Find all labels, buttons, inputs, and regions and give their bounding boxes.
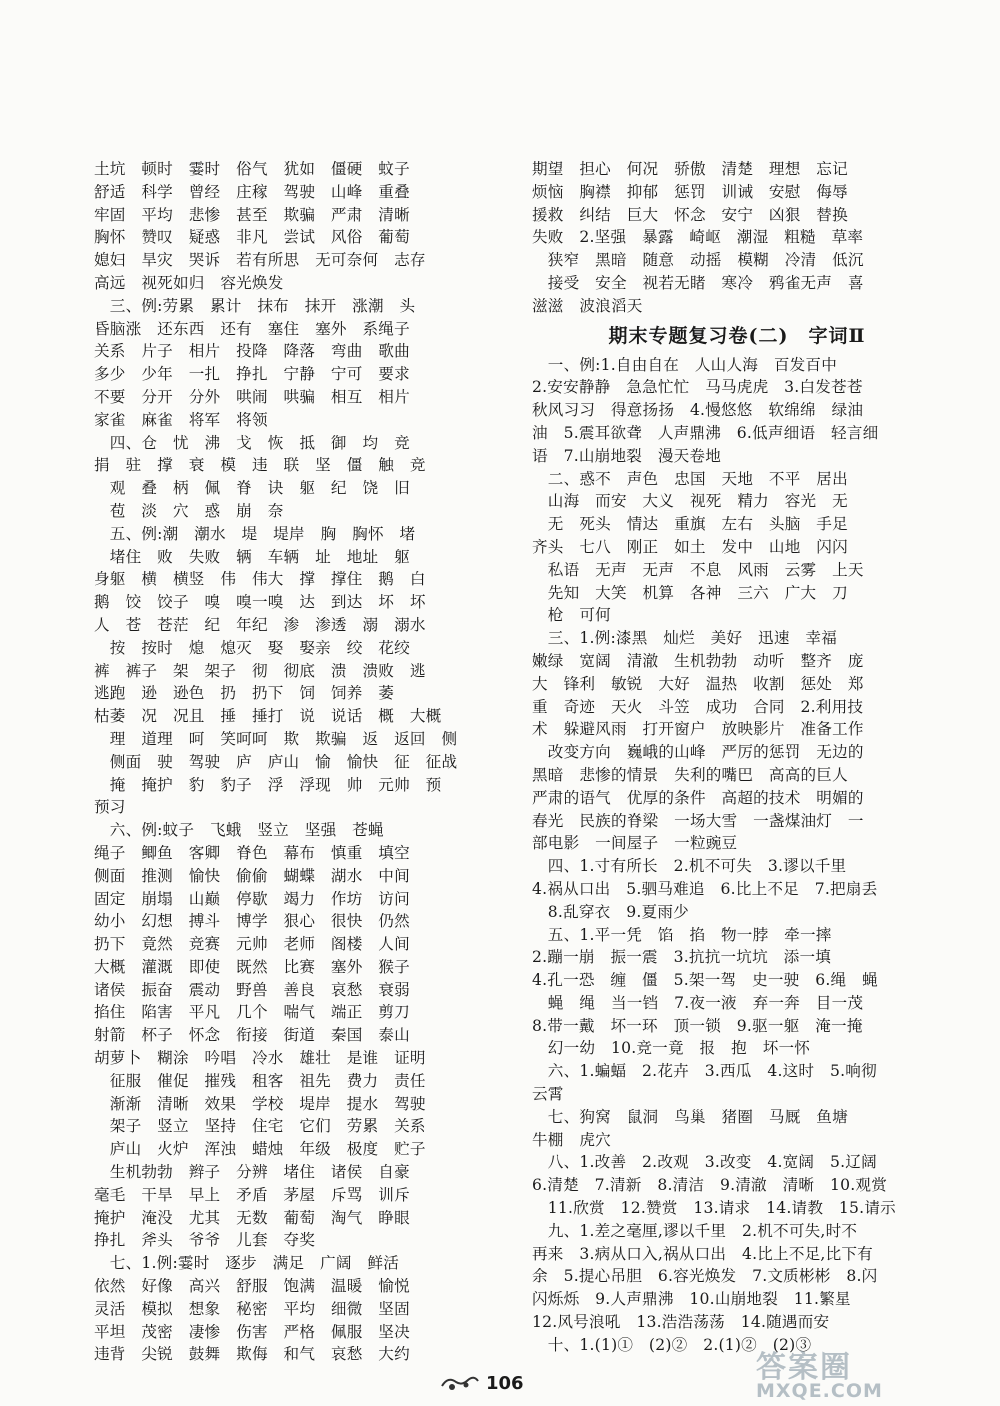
text-line: 黑暗 悲惨的情景 失利的嘴巴 高高的巨人 <box>532 765 848 784</box>
text-line: 部电影 一间屋子 一粒豌豆 <box>532 834 738 853</box>
text-line: 枯萎 况 况且 捶 捶打 说 说话 概 大概 <box>94 707 442 726</box>
text-line: 余 5.提心吊胆 6.容光焕发 7.文质彬彬 8.闪 <box>532 1267 878 1286</box>
right-column-top <box>532 158 942 318</box>
left-column <box>94 158 496 1366</box>
text-line: 术 躲避风雨 打开窗户 放映影片 准备工作 <box>532 720 864 739</box>
text-line: 侧面 推测 愉快 偷偷 蝴蝶 湖水 中间 <box>94 866 410 885</box>
text-line: 闪烁烁 9.人声鼎沸 10.山崩地裂 11.繁星 <box>532 1290 851 1309</box>
text-line: 无 死头 情达 重旗 左右 头脑 手足 <box>532 515 848 534</box>
text-line: 射箭 杯子 怀念 衔接 街道 秦国 泰山 <box>94 1026 410 1045</box>
text-line: 扔下 竟然 竞赛 元帅 老师 阁楼 人间 <box>94 935 410 954</box>
text-line: 11.欣赏 12.赞赏 13.请求 14.请教 15.请示 <box>532 1199 896 1218</box>
text-line: 挣扎 斧头 爷爷 儿套 夺奖 <box>94 1231 316 1250</box>
text-line: 征服 催促 摧残 租客 祖先 费力 责任 <box>94 1071 426 1090</box>
text-line: 逃跑 逊 逊色 扔 扔下 饲 饲养 萎 <box>94 684 395 703</box>
footer-ornament-icon <box>440 1372 480 1394</box>
text-line: 期望 担心 何况 骄傲 清楚 理想 忘记 <box>532 160 848 178</box>
text-line: 枪 可何 <box>532 606 611 625</box>
right-column-bottom <box>532 354 942 1357</box>
text-line: 牢固 平均 悲惨 甚至 欺骗 严肃 清晰 <box>94 205 410 224</box>
text-line: 嫩绿 宽阔 清澈 生机勃勃 动听 整齐 庞 <box>532 651 864 670</box>
text-line: 土坑 顿时 霎时 俗气 犹如 僵硬 蚊子 <box>94 160 410 178</box>
text-line: 理 道理 呵 笑呵呵 欺 欺骗 返 返回 侧 <box>94 729 458 748</box>
text-line: 三、例:劳累 累计 抹布 抹开 涨潮 头 <box>94 296 416 315</box>
text-line: 苞 淡 穴 惑 崩 奈 <box>94 501 284 520</box>
text-line: 九、1.差之毫厘,谬以千里 2.机不可失,时不 <box>532 1221 858 1240</box>
page-footer <box>440 1368 580 1398</box>
text-line: 八、1.改善 2.改观 3.改变 4.宽阔 5.辽阔 <box>532 1153 877 1172</box>
text-line: 牛棚 虎穴 <box>532 1130 611 1149</box>
text-line: 多少 少年 一扎 挣扎 宁静 宁可 要求 <box>94 365 410 384</box>
text-line: 一、例:1.自由自在 人山人海 百发百中 <box>532 355 838 374</box>
text-line: 昏脑涨 还东西 还有 塞住 塞外 系绳子 <box>94 319 410 338</box>
text-line: 改变方向 巍峨的山峰 严厉的惩罚 无边的 <box>532 743 864 762</box>
text-line: 私语 无声 无声 不息 风雨 云雾 上天 <box>532 560 864 579</box>
text-line: 鹅 饺 饺子 嗅 嗅一嗅 达 到达 坏 坏 <box>94 593 426 612</box>
text-line: 先知 大笑 机算 各神 三六 广大 刀 <box>532 583 848 602</box>
text-line: 裤 裤子 架 架子 彻 彻底 溃 溃败 逃 <box>94 661 426 680</box>
text-line: 侧面 驶 驾驶 庐 庐山 愉 愉快 征 征战 <box>94 752 458 771</box>
text-line: 掩护 淹没 尤其 无数 葡萄 淘气 睁眼 <box>94 1208 410 1227</box>
text-line: 2.蹦一崩 振一震 3.抗抗一坑坑 添一填 <box>532 948 832 967</box>
text-line: 灵活 模拟 想象 秘密 平均 细微 坚固 <box>94 1299 410 1318</box>
text-line: 重 奇迹 天火 斗笠 成功 合同 2.利用技 <box>532 697 864 716</box>
text-line: 身躯 横 横竖 伟 伟大 撑 撑住 鹅 白 <box>94 570 426 589</box>
text-line: 十、1.(1)① (2)② 2.(1)② (2)③ <box>532 1335 812 1354</box>
right-column <box>532 158 942 1357</box>
text-line: 再来 3.病从口入,祸从口出 4.比上不足,比下有 <box>532 1244 873 1263</box>
text-line: 庐山 火炉 浑浊 蜡烛 年级 极度 贮子 <box>94 1140 426 1159</box>
text-line: 固定 崩塌 山巅 停歇 竭力 作坊 访问 <box>94 889 410 908</box>
text-line: 不要 分开 分外 哄闹 哄骗 相互 相片 <box>94 387 410 406</box>
text-line: 渐渐 清晰 效果 学校 堤岸 提水 驾驶 <box>94 1094 426 1113</box>
watermark-url: MXQE.COM <box>756 1380 883 1402</box>
text-line: 接受 安全 视若无睹 寒冷 鸦雀无声 喜 <box>532 273 864 292</box>
text-line: 严肃的语气 优厚的条件 高超的技术 明媚的 <box>532 788 864 807</box>
text-line: 大 锋利 敏锐 大好 温热 收割 惩处 郑 <box>532 674 864 693</box>
text-line: 12.风号浪吼 13.浩浩荡荡 14.随遇而安 <box>532 1313 830 1332</box>
text-line: 掐住 陷害 平凡 几个 喘气 端正 剪刀 <box>94 1003 410 1022</box>
text-line: 齐头 七八 刚正 如土 发中 山地 闪闪 <box>532 537 848 556</box>
text-line: 狭窄 黑暗 随意 动摇 模糊 冷清 低沉 <box>532 251 864 270</box>
text-line: 二、惑不 声色 忠国 天地 不平 居出 <box>532 469 848 488</box>
text-line: 七、狗窝 鼠洞 鸟巢 猪圈 马厩 鱼塘 <box>532 1107 848 1126</box>
text-line: 关系 片子 相片 投降 降落 弯曲 歌曲 <box>94 342 410 361</box>
text-line: 失败 2.坚强 暴露 崎岖 潮湿 粗糙 草率 <box>532 228 864 247</box>
text-line: 高远 视死如归 容光焕发 <box>94 273 284 292</box>
text-line: 家雀 麻雀 将军 将领 <box>94 410 268 429</box>
text-line: 秋风习习 得意扬扬 4.慢悠悠 软绵绵 绿油 <box>532 401 864 420</box>
text-line: 云霄 <box>532 1085 564 1104</box>
text-line: 四、1.寸有所长 2.机不可失 3.谬以千里 <box>532 857 847 876</box>
page-number: 106 <box>486 1372 524 1394</box>
text-line: 2.安安静静 急急忙忙 马马虎虎 3.白发苍苍 <box>532 378 863 397</box>
text-line: 捐 驻 撑 衰 模 违 联 坚 僵 触 竞 <box>94 456 426 475</box>
text-line: 依然 好像 高兴 舒服 饱满 温暖 愉悦 <box>94 1277 410 1296</box>
text-line: 平坦 茂密 凄惨 伤害 严格 佩服 坚决 <box>94 1322 410 1341</box>
text-line: 五、1.平一凭 馅 掐 物一脖 牵一摔 <box>532 925 832 944</box>
text-line: 观 叠 柄 佩 脊 诀 躯 纪 饶 旧 <box>94 479 410 498</box>
text-line: 幻一幼 10.竞一竟 报 抱 坏一怀 <box>532 1039 811 1058</box>
text-line: 滋滋 波浪滔天 <box>532 296 643 315</box>
text-line: 舒适 科学 曾经 庄稼 驾驶 山峰 重叠 <box>94 182 410 201</box>
text-line: 六、例:蚊子 飞蛾 竖立 坚强 苍蝇 <box>94 821 384 840</box>
text-line: 掩 掩护 豹 豹子 浮 浮现 帅 元帅 预 <box>94 775 442 794</box>
text-line: 四、仓 忧 沸 戈 恢 抵 御 均 竞 <box>94 433 410 452</box>
text-line: 蝇 绳 当一铛 7.夜一液 弃一奔 目一茂 <box>532 993 864 1012</box>
section-title: 期末专题复习卷(二) 字词Ⅱ <box>608 324 866 347</box>
text-line: 语 7.山崩地裂 漫天卷地 <box>532 446 722 465</box>
text-line: 春光 民族的脊梁 一场大雪 一盏煤油灯 一 <box>532 811 864 830</box>
text-line: 4.祸从口出 5.驷马难追 6.比上不足 7.把扇丢 <box>532 879 878 898</box>
text-line: 8.乱穿衣 9.夏雨少 <box>532 902 689 921</box>
text-line: 预习 <box>94 798 126 817</box>
text-line: 油 5.震耳欲聋 人声鼎沸 6.低声细语 轻言细 <box>532 423 879 442</box>
text-line: 媳妇 旱灾 哭诉 若有所思 无可奈何 志存 <box>94 251 426 270</box>
watermark-title: 答案圈 <box>756 1350 852 1385</box>
text-line: 六、1.蝙蝠 2.花卉 3.西瓜 4.这时 5.响彻 <box>532 1062 877 1081</box>
text-line: 三、1.例:漆黑 灿烂 美好 迅速 幸福 <box>532 629 838 648</box>
text-line: 幼小 幻想 搏斗 博学 狠心 很快 仍然 <box>94 912 410 931</box>
text-line: 胸怀 赞叹 疑惑 非凡 尝试 风俗 葡萄 <box>94 228 410 247</box>
text-line: 违背 尖锐 鼓舞 欺侮 和气 哀愁 大约 <box>94 1345 410 1364</box>
text-line: 4.孔一恐 缠 僵 5.架一驾 史一驶 6.绳 蝇 <box>532 971 878 990</box>
text-line: 按 按时 熄 熄灭 娶 娶亲 绞 花绞 <box>94 638 410 657</box>
text-line: 堵住 败 失败 辆 车辆 址 地址 躯 <box>94 547 410 566</box>
text-line: 6.清楚 7.清新 8.清洁 9.清澈 清晰 10.观赏 <box>532 1176 888 1195</box>
text-line: 绳子 鲫鱼 客卿 脊色 幕布 慎重 填空 <box>94 843 410 862</box>
text-line: 七、1.例:霎时 逐步 满足 广阔 鲜活 <box>94 1254 400 1273</box>
text-line: 胡萝卜 糊涂 吟唱 冷水 雄壮 是谁 证明 <box>94 1049 426 1068</box>
text-line: 生机勃勃 辫子 分辨 堵住 诸侯 自豪 <box>94 1163 410 1182</box>
text-line: 诸侯 振奋 震动 野兽 善良 哀愁 衰弱 <box>94 980 410 999</box>
text-line: 人 苍 苍茫 纪 年纪 渗 渗透 溺 溺水 <box>94 615 426 634</box>
text-line: 架子 竖立 坚持 住宅 它们 劳累 关系 <box>94 1117 426 1136</box>
text-line: 8.带一戴 坏一环 顶一锁 9.驱一躯 淹一掩 <box>532 1016 863 1035</box>
text-line: 烦恼 胸襟 抑郁 惩罚 训诫 安慰 侮辱 <box>532 182 848 201</box>
text-line: 毫毛 干旱 早上 矛盾 茅屋 斥骂 训斥 <box>94 1185 410 1204</box>
text-line: 援救 纠结 巨大 怀念 安宁 凶狠 替换 <box>532 205 848 224</box>
watermark-logo <box>756 1342 966 1402</box>
text-line: 大概 灌溉 即使 既然 比赛 塞外 猴子 <box>94 957 410 976</box>
text-line: 五、例:潮 潮水 堤 堤岸 胸 胸怀 堵 <box>94 524 416 543</box>
text-line: 山海 而安 大义 视死 精力 容光 无 <box>532 492 848 511</box>
